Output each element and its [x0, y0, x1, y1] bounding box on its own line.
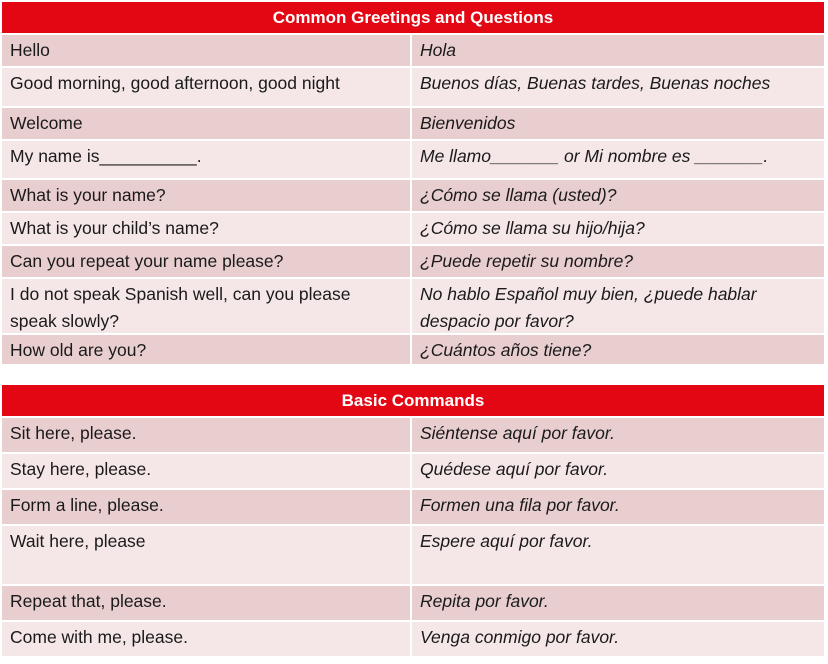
english-cell: Stay here, please. — [2, 454, 412, 488]
english-cell: Repeat that, please. — [2, 586, 412, 620]
table-row — [2, 622, 824, 658]
spanish-cell: Venga conmigo por favor. — [412, 622, 824, 656]
table-row — [2, 35, 824, 68]
table-row — [2, 180, 824, 213]
spanish-cell: Buenos días, Buenas tardes, Buenas noches — [412, 68, 824, 106]
english-cell: What is your child’s name? — [2, 213, 412, 244]
english-cell: Hello — [2, 35, 412, 66]
english-cell: Sit here, please. — [2, 418, 412, 452]
spanish-cell: Quédese aquí por favor. — [412, 454, 824, 488]
greetings-table — [2, 2, 824, 366]
english-cell: I do not speak Spanish well, can you please speak slowly? — [2, 279, 412, 333]
table-row — [2, 418, 824, 454]
table-row — [2, 490, 824, 526]
table-row — [2, 68, 824, 108]
spanish-cell: No hablo Español muy bien, ¿puede hablar despacio por favor? — [412, 279, 824, 333]
spanish-cell: ¿Cómo se llama su hijo/hija? — [412, 213, 824, 244]
table-row — [2, 213, 824, 246]
table-row — [2, 454, 824, 490]
english-cell: My name is__________. — [2, 141, 412, 178]
table-row — [2, 246, 824, 279]
spanish-cell: Bienvenidos — [412, 108, 824, 139]
spanish-cell: Siéntense aquí por favor. — [412, 418, 824, 452]
spanish-cell: Formen una fila por favor. — [412, 490, 824, 524]
table-row — [2, 141, 824, 180]
english-cell: Can you repeat your name please? — [2, 246, 412, 277]
english-cell: Welcome — [2, 108, 412, 139]
table-row — [2, 279, 824, 335]
english-cell: How old are you? — [2, 335, 412, 364]
spanish-cell: Espere aquí por favor. — [412, 526, 824, 584]
english-cell: Good morning, good afternoon, good night — [2, 68, 412, 106]
spanish-cell: Me llamo_______ or Mi nombre es _______. — [412, 141, 824, 178]
english-cell: What is your name? — [2, 180, 412, 211]
table-row — [2, 586, 824, 622]
english-cell: Form a line, please. — [2, 490, 412, 524]
commands-table — [2, 385, 824, 658]
commands-table-title: Basic Commands — [2, 385, 824, 418]
spanish-cell: Repita por favor. — [412, 586, 824, 620]
spanish-cell: Hola — [412, 35, 824, 66]
table-row — [2, 108, 824, 141]
english-cell: Come with me, please. — [2, 622, 412, 656]
table-row — [2, 335, 824, 366]
english-cell: Wait here, please — [2, 526, 412, 584]
spanish-cell: ¿Cuántos años tiene? — [412, 335, 824, 364]
spanish-cell: ¿Cómo se llama (usted)? — [412, 180, 824, 211]
greetings-table-title: Common Greetings and Questions — [2, 2, 824, 35]
table-row — [2, 526, 824, 586]
spanish-cell: ¿Puede repetir su nombre? — [412, 246, 824, 277]
